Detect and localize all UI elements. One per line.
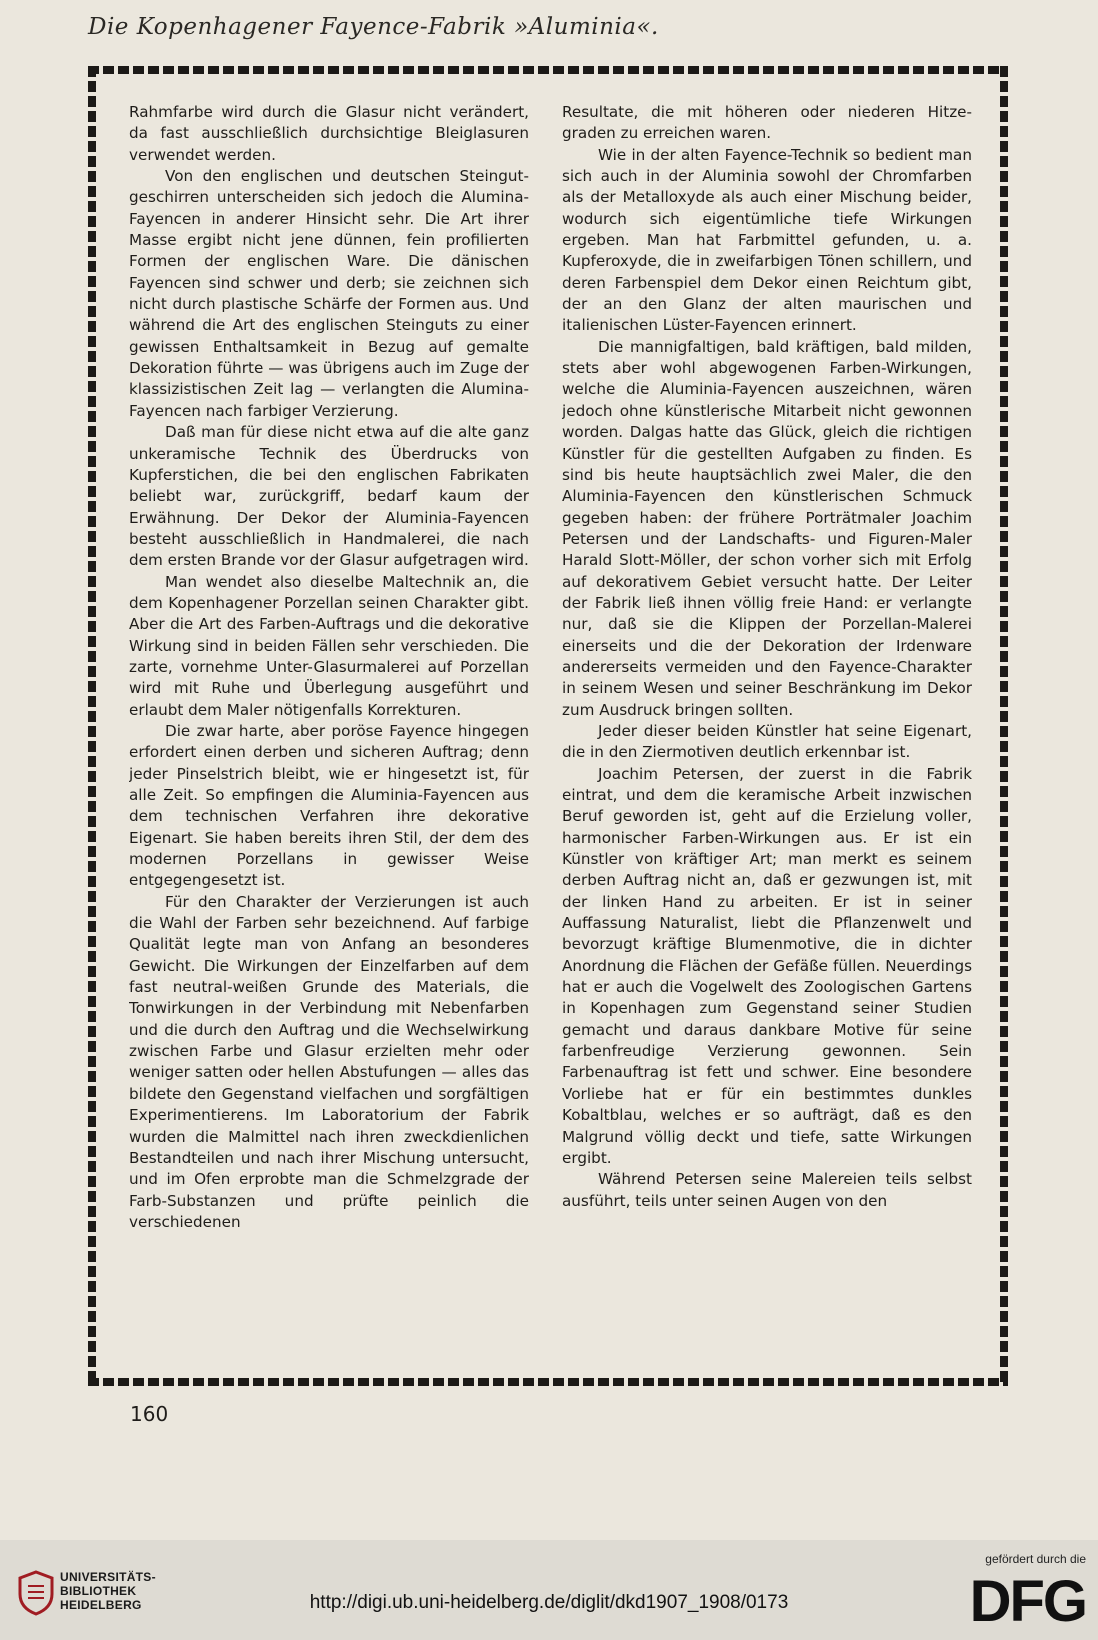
border-left [88, 66, 96, 1386]
paragraph: Joachim Petersen, der zuerst in die Fabrik eintrat, und dem die keramische Arbeit inzwischen Beruf geworden ist, geht auf die Erzielung voller, harmonischer Farben-Wirkungen aus. Er ist ein Künstler von kräftiger Art; man merkt es seinem derben Auftrag nicht an, daß er gezwungen ist, mit der linken Hand zu arbeiten. Er ist in seiner Auffassung Naturalist, liebt die Pflanzenwelt und bevorzugt kräftige Blumenmotive, die in dichter Anordnung die Flächen der Gefäße füllen. Neuerdings hat er auch die Vogelwelt des Zoologischen Gartens in Kopenhagen zum Gegenstand seiner Studien gemacht und daraus dankbare Motive für seine farbenfreudige Verzierung gewonnen. Sein Farbenauftrag ist fett und schwer. Eine besondere Vorliebe hat er für ein bestimmtes dunkles Kobaltblau, welches er so aufträgt, daß es den Malgrund völlig deckt und tiefe, satte Wirkungen ergibt. [562, 764, 972, 1167]
text-column-right [562, 102, 972, 1372]
page-number: 160 [130, 1402, 169, 1426]
paragraph: Die zwar harte, aber poröse Fayence hingegen erfordert einen derben und sicheren Auftrag; denn jeder Pinselstrich bleibt, wie er hingesetzt ist, für alle Zeit. So empfingen die Aluminia-Fayencen aus dem technischen Verfahren ihre dekorative Eigenart. Sie haben bereits ihren Stil, der dem des modernen Porzellans in gewisser Weise entgegengesetzt ist. [129, 721, 529, 890]
paragraph: Für den Charakter der Verzierungen ist auch die Wahl der Farben sehr bezeichnend. Auf farbige Qualität legte man von Anfang an besonderes Gewicht. Die Wirkungen der Einzelfarben auf dem fast neutral-weißen Grunde des Materials, die Tonwirkungen in der Verbindung mit Nebenfarben und die durch den Auftrag und die Wechselwirkung zwischen Farbe und Glasur erzielten mehr oder weniger satten oder hellen Abstufungen — alles das bildete den Gegenstand vielfachen und sorgfältigen Experimentierens. Im Laboratorium der Fabrik wurden die Malmittel nach ihren zweckdienlichen Bestandteilen und nach ihrer Mischung untersucht, und im Ofen erprobte man die Schmelzgrade der Farb-Substanzen und prüfte peinlich die verschiedenen [129, 892, 529, 1231]
border-top [88, 66, 1008, 74]
paragraph: Wie in der alten Fayence-Technik so bedient man sich auch in der Aluminia sowohl der Chromfarben als der Metalloxyde als auch einer Mischung beider, wodurch sich eigentümliche tiefe Wirkungen ergeben. Man hat Farbmittel gefunden, u. a. Kupferoxyde, die in zweifarbigen Tönen schillern, und deren Farbenspiel dem Dekor einen Reichtum gibt, der an den Glanz der alten maurischen und italienischen Lüster-Fayencen erinnert. [562, 145, 972, 335]
paragraph: Daß man für diese nicht etwa auf die alte ganz unkeramische Technik des Überdrucks von Kupferstichen, die bei den englischen Fabrikaten beliebt war, zurückgriff, bedarf kaum der Erwähnung. Der Dekor der Aluminia-Fayencen besteht ausschließlich in Handmalerei, die nach dem ersten Brande vor der Glasur aufgetragen wird. [129, 423, 529, 570]
decorative-border-frame [88, 66, 1008, 1386]
border-bottom [88, 1378, 1008, 1386]
paragraph: Jeder dieser beiden Künstler hat seine Eigenart, die in den Ziermotiven deutlich erkennbar ist. [562, 721, 972, 762]
running-title: Die Kopenhagener Fayence-Fabrik »Aluminia«. [88, 14, 659, 40]
institution-name: UNIVERSITÄTS- BIBLIOTHEK HEIDELBERG [60, 1570, 156, 1612]
funder-caption: gefördert durch die [985, 1552, 1086, 1566]
paragraph: Die mannigfaltigen, bald kräftigen, bald milden, stets aber wohl abgewogenen Farben-Wirkungen, welche die Aluminia-Fayencen auszeichnen, wären jedoch ohne künstlerische Mitarbeit nicht gewonnen worden. Dalgas hatte das Glück, gleich die richtigen Künstler für die gestellten Aufgaben zu finden. Es sind bis heute hauptsächlich zwei Maler, die den Aluminia-Fayencen den künstlerischen Schmuck gegeben haben: der frühere Porträtmaler Joachim Petersen und der Landschafts- und Figuren-Maler Harald Slott-Möller, der schon vorher sich mit Erfolg auf dekorativem Gebiet versucht hatte. Der Leiter der Fabrik ließ ihnen völlig freie Hand: er verlangte nur, daß sie die Klippen der Porzellan-Malerei einerseits und die der Dekoration der Irdenware andererseits vermeiden und den Fayence-Charakter in seinem Wesen und seiner Beschränkung im Dekor zum Ausdruck bringen sollten. [562, 337, 972, 719]
paragraph: Von den englischen und deutschen Steingutgeschirren unterscheiden sich jedoch die Alumina-Fayencen in anderer Hinsicht sehr. Die Art ihrer Masse ergibt nicht jene dünnen, fein profilierten Formen der englischen Ware. Die dänischen Fayencen sind schwer und derb; sie zeichnen sich nicht durch plastische Schärfe der Formen aus. Und während die Art des englischen Steinguts zu einer gewissen Enthaltsamkeit in Bezug auf gemalte Dekoration führte — was übrigens auch im Zuge der klassizistischen Zeit lag — verlangten die Alumina-Fayencen nach farbiger Verzierung. [129, 167, 529, 420]
dfg-logo: DFG [969, 1569, 1086, 1634]
digitization-footer [0, 1540, 1098, 1640]
paragraph: Man wendet also dieselbe Maltechnik an, die dem Kopenhagener Porzellan seinen Charakter gibt. Aber die Art des Farben-Auftrags und die dekorative Wirkung sind in beiden Fällen sehr verschieden. Die zarte, vornehme Unter-Glasurmalerei auf Porzellan wird mit Ruhe und Überlegung ausgeführt und erlaubt dem Maler nötigenfalls Korrekturen. [129, 572, 529, 719]
paragraph: Rahmfarbe wird durch die Glasur nicht verändert, da fast ausschließlich durchsichtige Bleiglasuren verwendet werden. [129, 103, 529, 164]
source-url-link[interactable]: http://digi.ub.uni-heidelberg.de/diglit/dkd1907_1908/0173 [309, 1592, 789, 1613]
paragraph: Während Petersen seine Malereien teils selbst ausführt, teils unter seinen Augen von den [562, 1170, 972, 1210]
border-right [1000, 66, 1008, 1386]
paragraph: Resultate, die mit höheren oder niederen Hitzegraden zu erreichen waren. [562, 103, 972, 143]
text-column-left [129, 102, 529, 1372]
